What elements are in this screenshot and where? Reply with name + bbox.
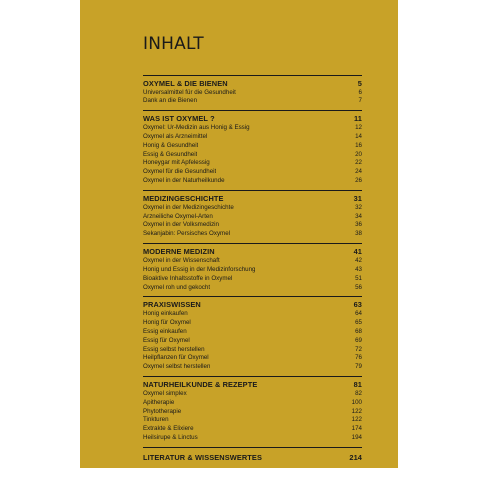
toc-heading-label: OXYMEL & DIE BIENEN — [143, 79, 228, 88]
toc-entry-label: Oxymel in der Volksmedizin — [143, 221, 219, 229]
toc-entry-label: Essig & Gesundheit — [143, 150, 198, 158]
toc-entry-label: Extrakte & Elixiere — [143, 425, 194, 433]
toc-entry-label: Dank an die Bienen — [143, 97, 198, 105]
toc-entry-label: Bioaktive Inhaltsstoffe in Oxymel — [143, 274, 233, 282]
toc-entry-page: 12 — [355, 123, 362, 131]
toc-entry-label: Heilsirupe & Linctus — [143, 434, 198, 442]
toc-entry-label: Oxymel: Ur-Medizin aus Honig & Essig — [143, 123, 250, 131]
toc-entry-page: 22 — [355, 159, 362, 167]
toc-entry-page: 20 — [355, 150, 362, 158]
toc-entry — [143, 399, 362, 408]
section-divider — [143, 296, 362, 297]
toc-heading-page: 81 — [353, 380, 362, 390]
toc-entry — [143, 221, 362, 230]
toc-entry-label: Oxymel selbst herstellen — [143, 363, 211, 371]
toc-entry-label: Apitherapie — [143, 398, 175, 406]
toc-entry-page: 38 — [355, 230, 362, 238]
toc-section — [143, 243, 362, 292]
toc-entry — [143, 159, 362, 168]
toc-section — [143, 75, 362, 106]
toc-entry-label: Oxymel für die Gesundheit — [143, 168, 217, 176]
section-divider — [143, 376, 362, 377]
toc-entry-page: 64 — [355, 309, 362, 317]
toc-entry — [143, 390, 362, 399]
toc-entry-page: 56 — [355, 283, 362, 291]
toc-entry-label: Arzneiliche Oxymel-Arten — [143, 212, 213, 220]
toc-entry-page: 34 — [355, 212, 362, 220]
toc-entry-label: Phytotherapie — [143, 407, 182, 415]
toc-section — [143, 110, 362, 186]
toc-entry-page: 6 — [358, 88, 362, 96]
toc-entry — [143, 89, 362, 98]
toc-section-heading — [143, 247, 362, 257]
section-divider — [143, 190, 362, 191]
toc-heading-label: PRAXISWISSEN — [143, 300, 201, 310]
toc-heading-page: 63 — [353, 300, 362, 310]
toc-entry-label: Oxymel simplex — [143, 389, 187, 397]
toc-heading-label: NATURHEILKUNDE & REZEPTE — [143, 380, 258, 390]
toc-entry — [143, 416, 362, 425]
toc-entry — [143, 124, 362, 133]
toc-entry-label: Oxymel roh und gekocht — [143, 283, 211, 291]
toc-section — [143, 190, 362, 239]
toc-entry-label: Honeygar mit Apfelessig — [143, 159, 210, 167]
toc-entry-page: 100 — [351, 398, 362, 406]
toc-entry-page: 72 — [355, 345, 362, 353]
toc-entry — [143, 284, 362, 293]
toc-heading-page: 31 — [353, 194, 362, 204]
toc-entry-label: Essig einkaufen — [143, 327, 187, 335]
toc-entry — [143, 275, 362, 284]
toc-section — [143, 296, 362, 372]
toc-entry-label: Honig & Gesundheit — [143, 141, 199, 149]
toc-section-heading — [143, 300, 362, 310]
toc-entry-label: Honig und Essig in der Medizinforschung — [143, 265, 256, 273]
toc-heading-label: WAS IST OXYMEL ? — [143, 114, 215, 124]
toc-entry-label: Oxymel als Arzneimittel — [143, 132, 208, 140]
toc-entry-page: 174 — [351, 425, 362, 433]
toc-entry — [143, 266, 362, 275]
toc-entry — [143, 328, 362, 337]
toc-section-heading — [143, 79, 362, 89]
toc-entry-page: 26 — [355, 177, 362, 185]
toc-entry — [143, 363, 362, 372]
toc-entry — [143, 346, 362, 355]
section-divider — [143, 110, 362, 111]
toc-entry — [143, 213, 362, 222]
toc-entry-page: 79 — [355, 363, 362, 371]
toc-entry-label: Essig selbst herstellen — [143, 345, 205, 353]
toc-entry — [143, 168, 362, 177]
toc-entry-page: 76 — [355, 354, 362, 362]
toc-entry-label: Sekanjabin: Persisches Oxymel — [143, 230, 231, 238]
toc-entry-page: 43 — [355, 265, 362, 273]
toc-entry-label: Oxymel in der Naturheilkunde — [143, 177, 225, 185]
toc-entry — [143, 133, 362, 142]
toc-heading-label: MEDIZINGESCHICHTE — [143, 194, 224, 204]
toc-heading-page: 5 — [357, 79, 362, 88]
toc-entry-page: 7 — [358, 97, 362, 105]
toc-entry-label: Universalmittel für die Gesundheit — [143, 88, 236, 96]
toc-entry-page: 42 — [355, 256, 362, 264]
toc-entry — [143, 177, 362, 186]
section-divider — [143, 447, 362, 448]
section-divider — [143, 243, 362, 244]
toc-entry-page: 82 — [355, 389, 362, 397]
toc-entry — [143, 204, 362, 213]
book-page — [80, 0, 398, 468]
toc-entry-label: Honig einkaufen — [143, 309, 188, 317]
toc-entry-page: 122 — [351, 407, 362, 415]
toc-heading-page: 11 — [353, 114, 362, 124]
toc-entry — [143, 434, 362, 443]
toc-entry-label: Oxymel in der Wissenschaft — [143, 256, 220, 264]
toc-entry-label: Heilpflanzen für Oxymel — [143, 354, 209, 362]
toc-entry — [143, 230, 362, 239]
toc-entry-page: 32 — [355, 203, 362, 211]
toc-entry-page: 36 — [355, 221, 362, 229]
toc-entry — [143, 425, 362, 434]
toc-heading-label: LITERATUR & WISSENSWERTES — [143, 453, 262, 463]
toc-entry — [143, 337, 362, 346]
toc-section-heading — [143, 380, 362, 390]
toc-entry-page: 65 — [355, 318, 362, 326]
toc-entry-label: Tinkturen — [143, 416, 169, 424]
toc-heading-page: 214 — [349, 453, 362, 463]
toc-entry — [143, 408, 362, 417]
toc-entry — [143, 310, 362, 319]
toc-entry-label: Essig für Oxymel — [143, 336, 190, 344]
toc-section — [143, 376, 362, 443]
toc-entry — [143, 151, 362, 160]
toc-final-heading — [143, 453, 362, 463]
section-divider — [143, 75, 362, 76]
toc-entry — [143, 97, 362, 106]
toc-entry — [143, 319, 362, 328]
toc-entry-page: 51 — [355, 274, 362, 282]
toc-entry-page: 14 — [355, 132, 362, 140]
table-of-contents — [143, 75, 362, 448]
toc-entry-page: 68 — [355, 327, 362, 335]
toc-entry-page: 24 — [355, 168, 362, 176]
toc-entry — [143, 142, 362, 151]
toc-section-heading — [143, 194, 362, 204]
toc-entry-page: 194 — [351, 434, 362, 442]
toc-entry-page: 69 — [355, 336, 362, 344]
toc-entry-page: 16 — [355, 141, 362, 149]
toc-entry — [143, 257, 362, 266]
toc-entry-page: 122 — [351, 416, 362, 424]
toc-entry — [143, 354, 362, 363]
toc-section-heading — [143, 114, 362, 124]
toc-entry-label: Honig für Oxymel — [143, 318, 191, 326]
page-title: INHALT — [143, 34, 204, 54]
toc-heading-page: 41 — [353, 247, 362, 257]
toc-heading-label: MODERNE MEDIZIN — [143, 247, 215, 257]
toc-entry-label: Oxymel in der Medizingeschichte — [143, 203, 234, 211]
